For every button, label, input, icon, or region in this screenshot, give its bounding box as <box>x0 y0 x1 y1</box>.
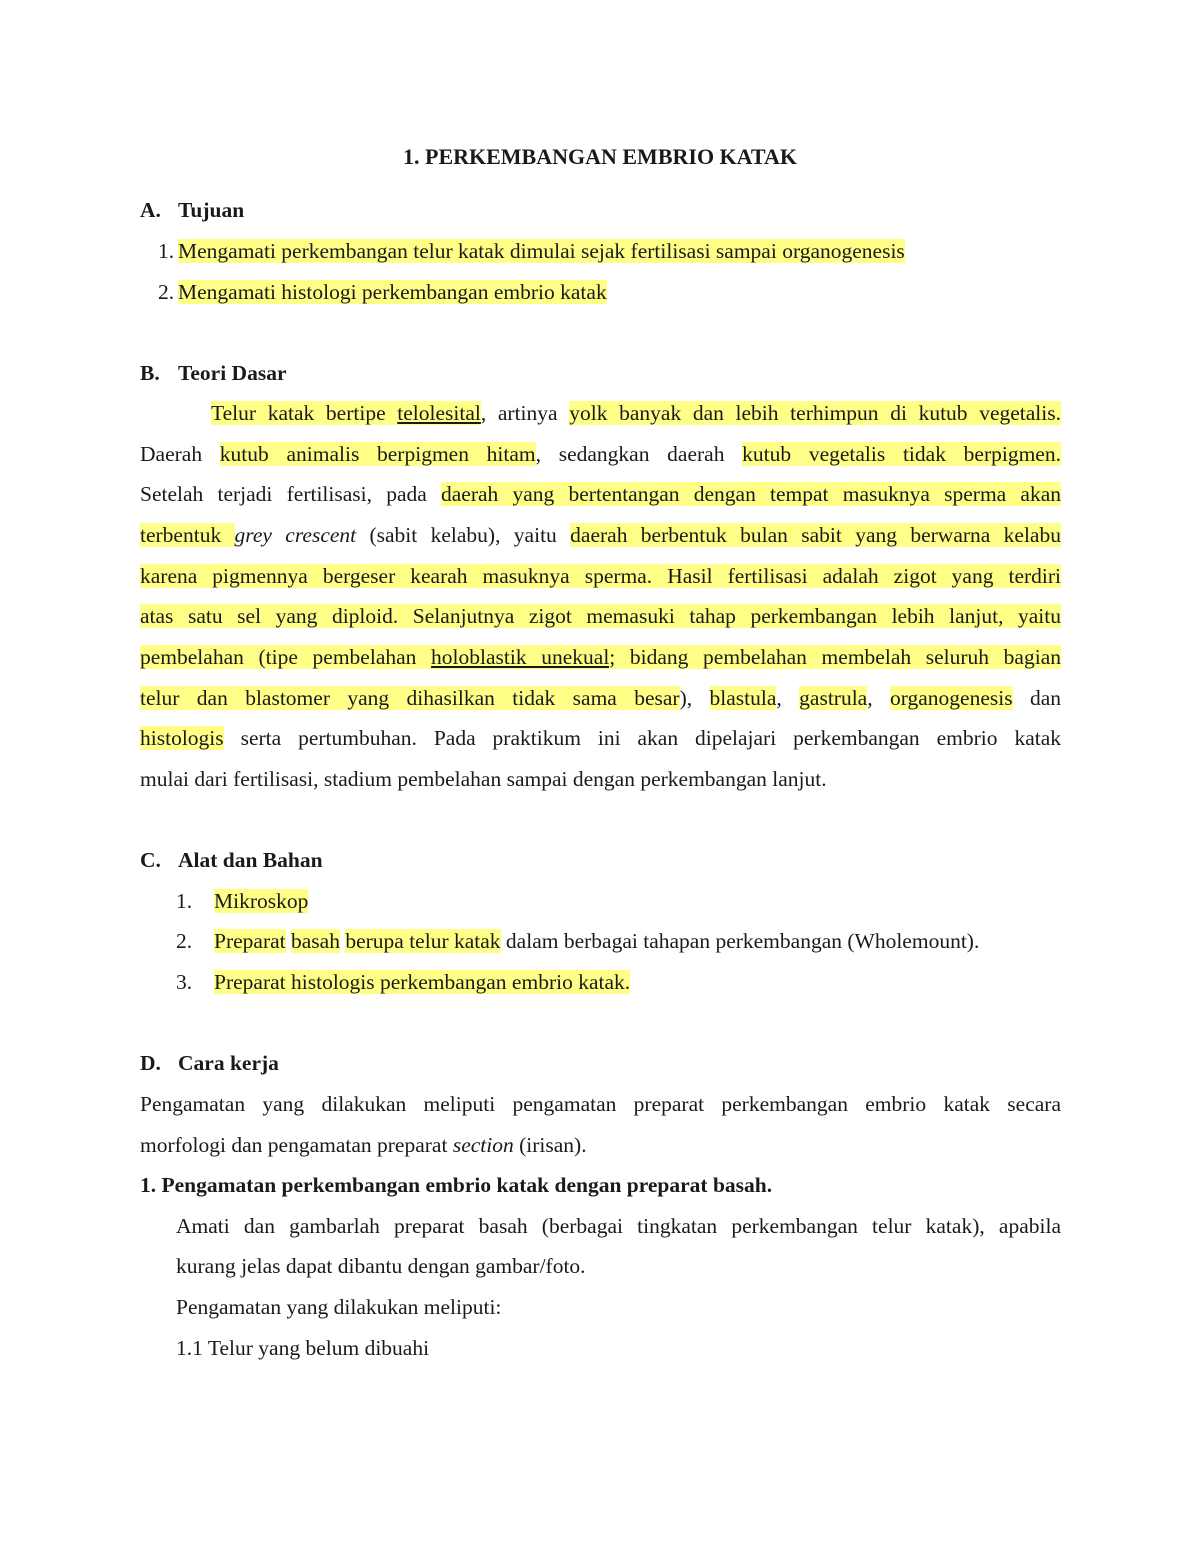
text-span: atas satu sel yang diploid. Selanjutnya <box>140 604 529 628</box>
list-item: 1.1 Telur yang belum dibuahi <box>176 1336 430 1360</box>
list-item <box>158 277 607 307</box>
text-span: (sabit kelabu), yaitu <box>356 523 571 547</box>
text-span: mulai dari fertilisasi, stadium pembelahan sampai dengan perkembangan lanjut. <box>140 767 827 791</box>
text-span: dan <box>1012 686 1062 710</box>
paragraph-line <box>140 520 1061 550</box>
paragraph-line <box>140 723 1061 753</box>
text-span: , <box>867 686 890 710</box>
list-number: 2. <box>176 929 193 953</box>
paragraph-line <box>140 764 827 794</box>
paragraph-line: Pengamatan yang dilakukan meliputi pengamatan preparat perkembangan embrio katak secara <box>140 1092 1061 1116</box>
section-a-heading <box>140 195 244 225</box>
text-span: organogenesis <box>889 686 1013 710</box>
paragraph-line <box>140 479 1061 509</box>
text-span: , artinya <box>480 401 570 425</box>
text-span: morfologi dan pengamatan preparat <box>140 1133 453 1157</box>
section-b-title: Teori Dasar <box>178 361 287 385</box>
list-number: 3. <box>176 970 193 994</box>
paragraph-line <box>140 1130 587 1160</box>
text-span: gastrula <box>799 686 868 710</box>
text-span: telur dan blastomer yang dihasilkan tidak sama besar <box>140 686 680 710</box>
section-b-letter: B. <box>140 361 160 385</box>
paragraph-line: Pengamatan yang dilakukan meliputi: <box>176 1295 502 1319</box>
subheading: 1. Pengamatan perkembangan embrio katak dengan preparat basah. <box>140 1173 773 1197</box>
section-c-title: Alat dan Bahan <box>178 848 323 872</box>
term-grey-crescent: grey crescent <box>234 523 357 547</box>
paragraph-line: kurang jelas dapat dibantu dengan gambar/foto. <box>176 1254 586 1278</box>
text-span: kutub vegetalis tidak berpigmen. <box>742 442 1061 466</box>
text-span: ), <box>679 686 710 710</box>
list-item-text: Mikroskop <box>214 889 309 913</box>
text-span: dalam berbagai tahapan perkembangan (Wholemount). <box>500 929 980 953</box>
term-telolesital: telolesital <box>397 401 481 425</box>
paragraph-line <box>140 601 1061 631</box>
paragraph-line <box>140 439 1061 469</box>
text-span: Telur katak bertipe <box>211 401 398 425</box>
text-span: Hasil fertilisasi adalah zigot yang terdiri <box>652 564 1062 588</box>
section-a-title: Tujuan <box>178 198 245 222</box>
text-span: , sedangkan daerah <box>535 442 743 466</box>
text-span: berupa telur katak <box>345 929 501 953</box>
term-holoblastik-unekual: holoblastik unekual <box>431 645 610 669</box>
paragraph-line <box>140 561 1061 591</box>
paragraph-line <box>140 683 1061 713</box>
list-item-text: Mengamati perkembangan telur katak dimulai sejak fertilisasi sampai organogenesis <box>178 239 905 263</box>
text-span: daerah yang bertentangan dengan tempat masuknya sperma akan <box>441 482 1061 506</box>
paragraph-line <box>140 642 1061 672</box>
text-span: basah <box>291 929 340 953</box>
section-a-letter: A. <box>140 198 161 222</box>
list-item <box>176 886 308 916</box>
text-span: Preparat <box>214 929 286 953</box>
paragraph-line <box>211 398 1061 428</box>
text-span: kutub animalis berpigmen hitam <box>219 442 536 466</box>
text-span: Setelah terjadi fertilisasi, pada <box>140 482 441 506</box>
text-span: (irisan). <box>513 1133 587 1157</box>
paragraph-line: Amati dan gambarlah preparat basah (berbagai tingkatan perkembangan telur katak), apabila <box>176 1214 1061 1238</box>
term-section: section <box>452 1133 514 1157</box>
text-span: histologis <box>140 726 224 750</box>
list-number: 1. <box>158 239 175 263</box>
list-item <box>158 236 905 266</box>
text-span: yolk banyak dan lebih terhimpun di kutub vegetalis. <box>569 401 1061 425</box>
text-span: blastula <box>709 686 777 710</box>
list-number: 2. <box>158 280 175 304</box>
list-item-text: Mengamati histologi perkembangan embrio katak <box>178 280 607 304</box>
text-span: terbentuk <box>140 523 235 547</box>
section-c-letter: C. <box>140 848 161 872</box>
text-span: zigot memasuki tahap perkembangan lebih lanjut, yaitu <box>528 604 1061 628</box>
text-span: pembelahan (tipe pembelahan <box>140 645 432 669</box>
document-title: 1. PERKEMBANGAN EMBRIO KATAK <box>403 144 797 169</box>
text-span: Daerah <box>140 442 220 466</box>
list-item-text: Preparat histologis perkembangan embrio katak. <box>214 970 631 994</box>
list-number: 1. <box>176 889 193 913</box>
section-d-heading <box>140 1048 279 1078</box>
text-span: daerah berbentuk bulan sabit yang berwarna kelabu <box>570 523 1061 547</box>
text-span: serta pertumbuhan. Pada praktikum ini akan dipelajari perkembangan embrio katak <box>223 726 1061 750</box>
text-span: ; bidang pembelahan membelah seluruh bagian <box>609 645 1061 669</box>
list-item <box>176 926 979 956</box>
section-d-letter: D. <box>140 1051 161 1075</box>
text-span: , <box>776 686 800 710</box>
section-d-title: Cara kerja <box>178 1051 279 1075</box>
list-item <box>176 967 630 997</box>
section-b-heading <box>140 358 287 388</box>
text-span: karena pigmennya bergeser kearah masuknya sperma. <box>140 564 653 588</box>
section-c-heading <box>140 845 323 875</box>
